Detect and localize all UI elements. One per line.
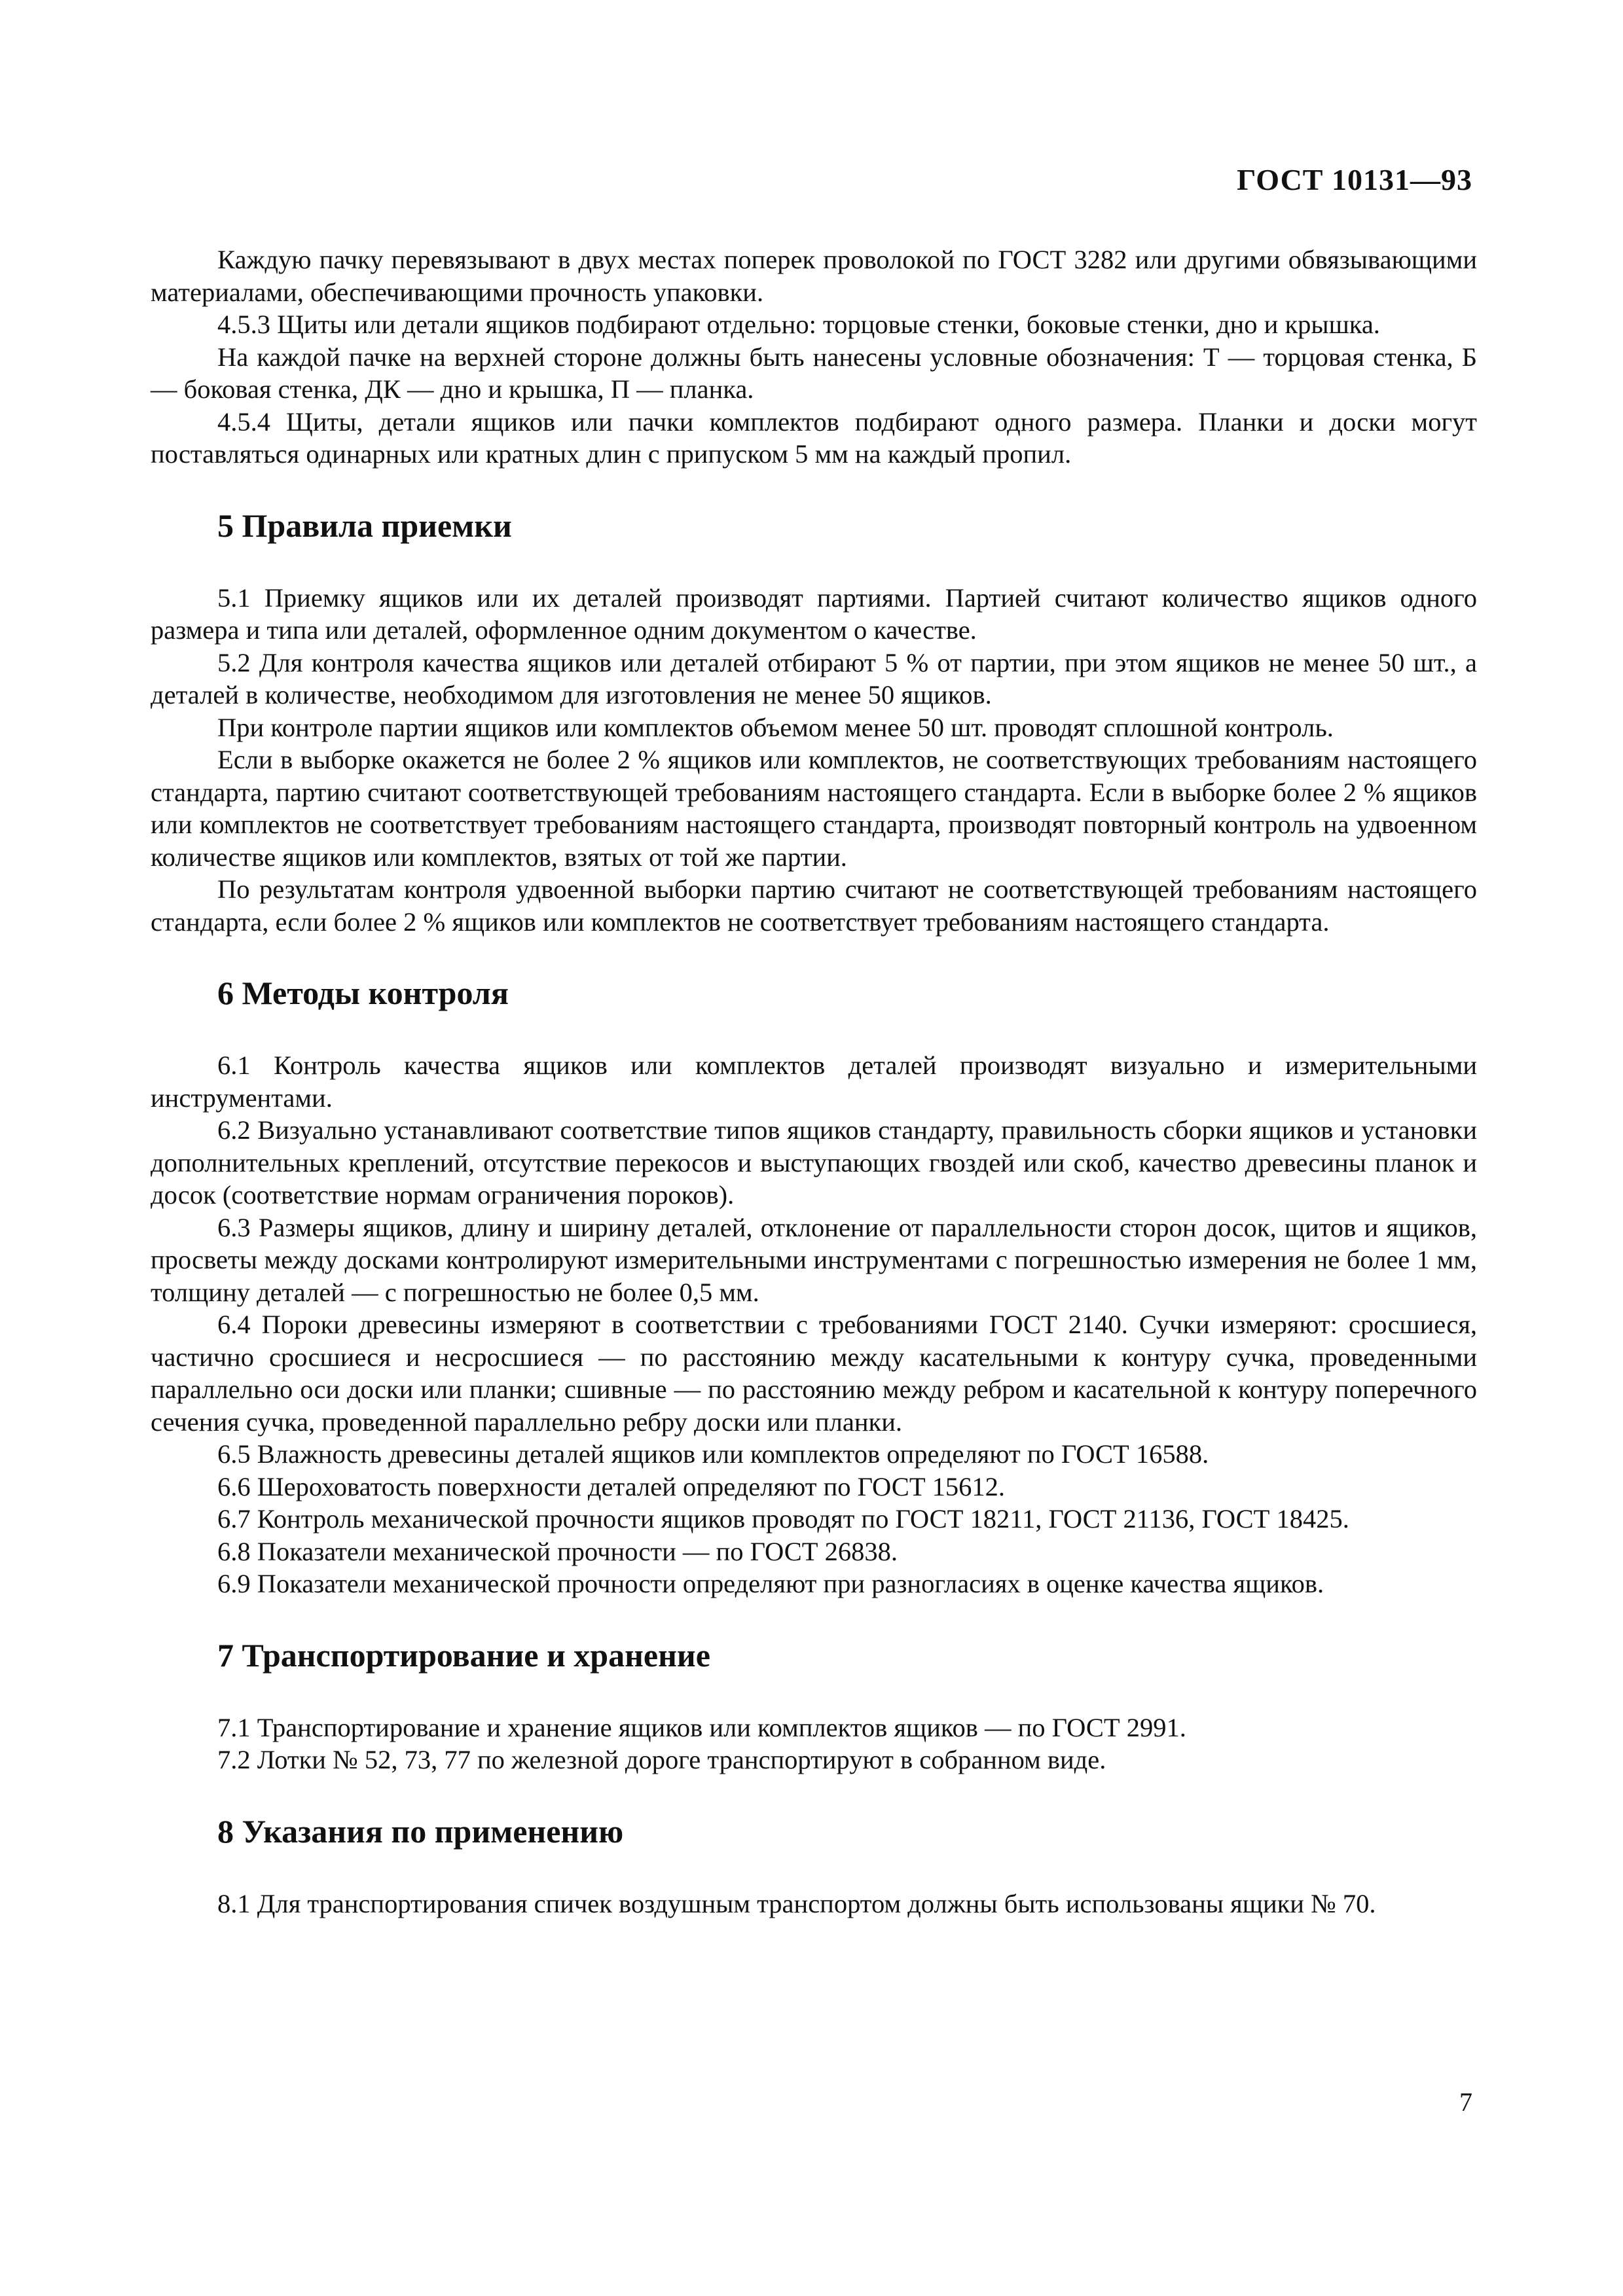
paragraph: 6.3 Размеры ящиков, длину и ширину деталей, отклонение от параллельности сторон досок, щитов и ящиков, просветы между досками контролируют измерительными инструментами с погрешностью измерения не более 1 мм, толщину деталей — с погрешностью не более 0,5 мм. [151,1212,1477,1307]
paragraph: При контроле партии ящиков или комплектов объемом менее 50 шт. проводят сплошной контроль. [217,712,1334,742]
section-heading-6: 6 Методы контроля [217,975,509,1011]
paragraph: 5.2 Для контроля качества ящиков или деталей отбирают 5 % от партии, при этом ящиков не менее 50 шт., а деталей в количестве, необходимом для изготовления не менее 50 ящиков. [151,647,1477,709]
paragraph: На каждой пачке на верхней стороне должны быть нанесены условные обозначения: Т — торцовая стенка, Б — боковая стенка, ДК — дно и крышка, П — планка. [151,342,1477,404]
paragraph: Каждую пачку перевязывают в двух местах поперек проволокой по ГОСТ 3282 или другими обвязывающими материалами, обеспечивающими прочность упаковки. [151,245,1477,307]
page-number: 7 [1459,2087,1472,2117]
paragraph: 7.2 Лотки № 52, 73, 77 по железной дороге транспортируют в собранном виде. [217,1745,1106,1774]
document-body [151,243,1477,1920]
paragraph: 6.9 Показатели механической прочности определяют при разногласиях в оценке качества ящиков. [217,1569,1324,1598]
paragraph: 4.5.4 Щиты, детали ящиков или пачки комплектов подбирают одного размера. Планки и доски могут поставляться одинарных или кратных длин с припуском 5 мм на каждый пропил. [151,406,1477,469]
document-code-header: ГОСТ 10131—93 [1237,163,1472,196]
paragraph: 5.1 Приемку ящиков или их деталей производят партиями. Партией считают количество ящиков одного размера и типа или деталей, оформленное одним документом о качестве. [151,583,1477,645]
paragraph: 6.2 Визуально устанавливают соответствие типов ящиков стандарту, правильность сборки ящиков и установки дополнительных креплений, отсутствие перекосов и выступающих гвоздей или скоб, качество древесины планок и досок (соответствие нормам ограничения пороков). [151,1115,1477,1210]
paragraph: 6.4 Пороки древесины измеряют в соответствии с требованиями ГОСТ 2140. Сучки измеряют: сросшиеся, частично сросшиеся и несросшиеся — по расстоянию между касательными к контуру сучка, проведенными параллельно оси доски или планки; сшивные — по расстоянию между ребром и касательной к контуру поперечного сечения сучка, проведенной параллельно ребру доски или планки. [151,1310,1477,1437]
section-heading-5: 5 Правила приемки [217,507,512,544]
section-heading-8: 8 Указания по применению [217,1812,624,1850]
paragraph: 6.6 Шероховатость поверхности деталей определяют по ГОСТ 15612. [217,1471,1006,1501]
paragraph: Если в выборке окажется не более 2 % ящиков или комплектов, не соответствующих требованиям настоящего стандарта, партию считают соответствующей требованиям настоящего стандарта. Если в выборке более 2 % ящиков или комплектов не соответствует требованиям настоящего стандарта, производят повторный контроль на удвоенном количестве ящиков или комплектов, взятых от той же партии. [151,745,1477,872]
paragraph: 4.5.3 Щиты или детали ящиков подбирают отдельно: торцовые стенки, боковые стенки, дно и крышка. [217,310,1380,339]
paragraph: 8.1 Для транспортирования спичек воздушным транспортом должны быть использованы ящики № 70. [217,1888,1376,1918]
paragraph: 7.1 Транспортирование и хранение ящиков или комплектов ящиков — по ГОСТ 2991. [217,1712,1186,1742]
paragraph: 6.7 Контроль механической прочности ящиков проводят по ГОСТ 18211, ГОСТ 21136, ГОСТ 18425. [217,1504,1349,1534]
paragraph: 6.5 Влажность древесины деталей ящиков или комплектов определяют по ГОСТ 16588. [217,1439,1209,1469]
section-heading-7: 7 Транспортирование и хранение [217,1636,710,1674]
paragraph: 6.8 Показатели механической прочности — по ГОСТ 26838. [217,1536,898,1566]
paragraph: По результатам контроля удвоенной выборки партию считают не соответствующей требованиям настоящего стандарта, если более 2 % ящиков или комплектов не соответствует требованиям настоящего стандарта. [151,874,1477,937]
paragraph: 6.1 Контроль качества ящиков или комплектов деталей производят визуально и измерительными инструментами. [151,1050,1477,1113]
